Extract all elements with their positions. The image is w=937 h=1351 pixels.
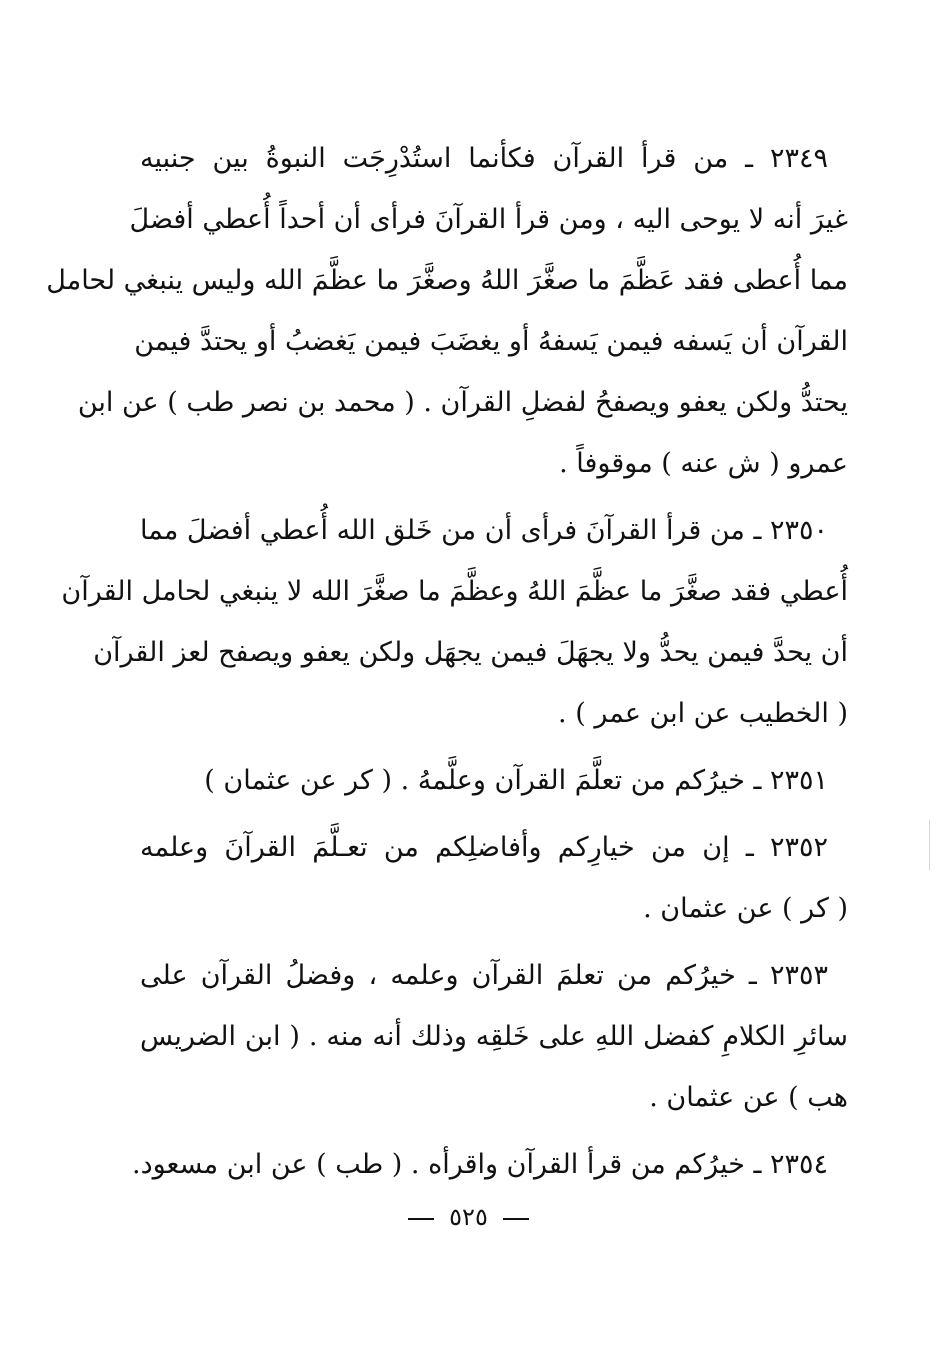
entry-line: ٢٣٥١ ـ خيرُكم من تعلَّمَ القرآن وعلَّمهُ . ( كر عن عثمان ): [204, 765, 828, 796]
entry-2352: [140, 817, 848, 939]
entry-line: أن يحدَّ فيمن يحدُّ ولا يجهَلَ فيمن يجهَل ولكن يعفو ويصفح لعز القرآن: [93, 637, 848, 668]
entry-line: عمرو ( ش عنه ) موقوفاً .: [559, 448, 848, 479]
dash-decoration: [408, 1218, 434, 1220]
dash-decoration: [503, 1218, 529, 1220]
entry-line: أُعطي فقد صغَّرَ ما عظَّمَ اللهُ وعظَّمَ ما صغَّرَ الله لا ينبغي لحامل القرآن: [61, 576, 848, 607]
entry-line: ( الخطيب عن ابن عمر ) .: [558, 698, 848, 729]
entry-line: مما أُعطى فقد عَظَّمَ ما صغَّرَ اللهُ وصغَّرَ ما عظَّمَ الله وليس ينبغي لحامل: [46, 265, 848, 296]
entry-line: ٢٣٥٢ ـ إن من خيارِكم وأفاضلِكم من تعـلَّمَ القرآنَ وعلمه: [140, 832, 828, 863]
scan-margin-mark: [929, 820, 930, 870]
entry-2351: [140, 750, 848, 811]
entry-2349: [46, 128, 848, 494]
hadith-text-body: [46, 128, 848, 1201]
entry-line: ٢٣٥٣ ـ خيرُكم من تعلمَ القرآن وعلمه ، وفضلُ القرآن على: [140, 960, 828, 991]
entry-line: يحتدُّ ولكن يعفو ويصفحُ لفضلِ القرآن . ( محمد بن نصر طب ) عن ابن: [77, 387, 848, 418]
entry-line: ٢٣٥٠ ـ من قرأ القرآنَ فرأى أن من خَلق الله أُعطي أفضلَ مما: [140, 515, 828, 546]
entry-line: سائرِ الكلامِ كفضل اللهِ على خَلقِه وذلك أنه منه . ( ابن الضريس: [140, 1021, 848, 1052]
entry-line: ( كر ) عن عثمان .: [643, 893, 848, 924]
entry-line: غيرَ أنه لا يوحى اليه ، ومن قرأ القرآنَ فرأى أن أحداً أُعطي أفضلَ: [129, 204, 848, 235]
entry-line: ٢٣٥٤ ـ خيرُكم من قرأ القرآن واقرأه . ( طب ) عن ابن مسعود.: [132, 1149, 828, 1180]
entry-2350: [61, 500, 848, 744]
page-footer: [0, 1203, 937, 1231]
page-number: ٥٢٥: [449, 1203, 488, 1231]
entry-line: ٢٣٤٩ ـ من قرأ القرآن فكأنما استُدْرِجَت النبوةُ بين جنبيه: [140, 143, 828, 174]
entry-2354: [132, 1134, 848, 1195]
entry-line: هب ) عن عثمان .: [649, 1082, 848, 1113]
entry-2353: [140, 945, 848, 1128]
entry-line: القرآن أن يَسفه فيمن يَسفهُ أو يغضَبَ فيمن يَغضبُ أو يحتدَّ فيمن: [134, 326, 848, 357]
